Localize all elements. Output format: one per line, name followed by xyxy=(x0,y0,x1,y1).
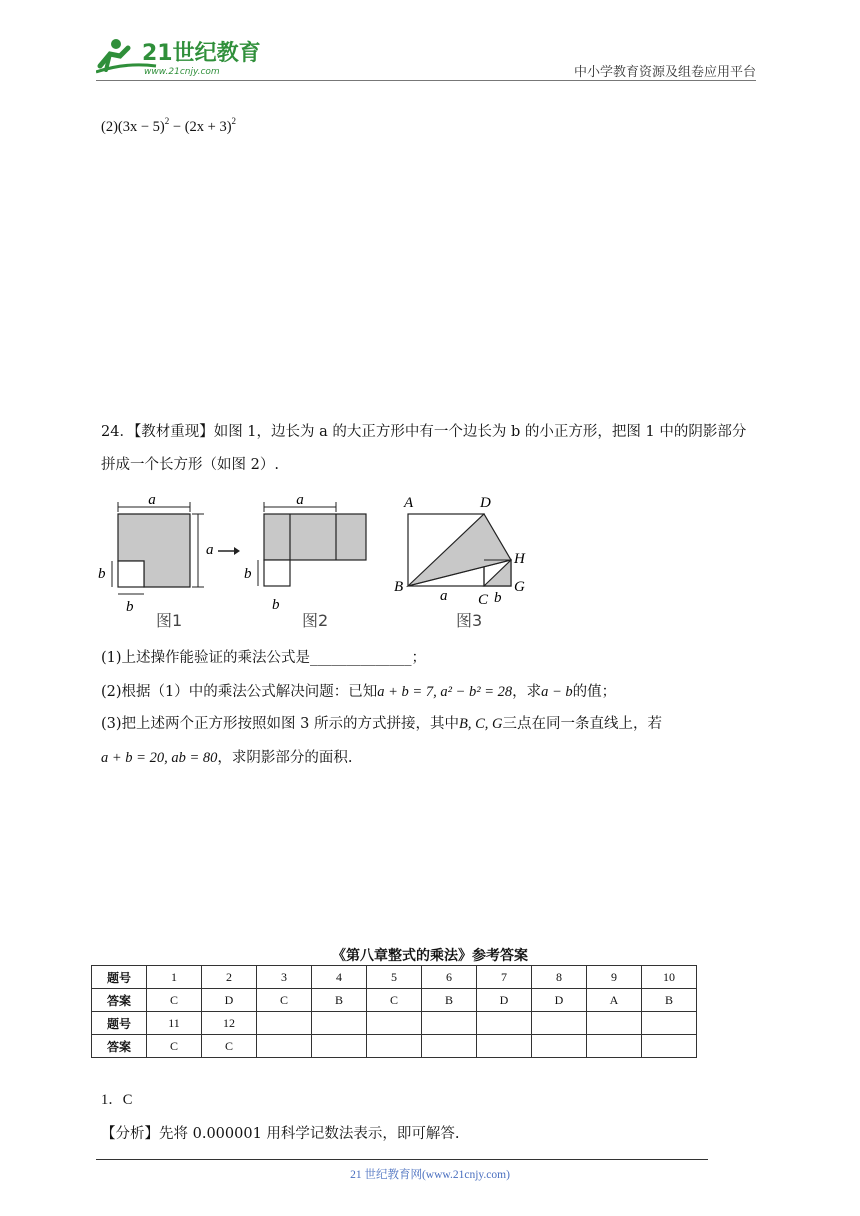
part-label: (2) xyxy=(101,119,118,135)
q24-sub2 xyxy=(101,682,616,702)
fig1-label-a-right: a xyxy=(206,542,214,558)
table-cell: C xyxy=(202,1035,257,1058)
table-cell: C xyxy=(257,989,312,1012)
table-cell xyxy=(532,1012,587,1035)
figure-1 xyxy=(98,492,214,630)
header-platform-text: 中小学教育资源及组卷应用平台 xyxy=(573,65,756,80)
table-cell: D xyxy=(202,989,257,1012)
fig3-pt-C: C xyxy=(478,592,489,608)
table-cell xyxy=(642,1012,697,1035)
table-cell xyxy=(422,1012,477,1035)
question-part-2 xyxy=(101,111,236,137)
fig3-pt-B: B xyxy=(394,579,404,595)
logo-text: 21世纪教育 xyxy=(142,41,261,66)
exp-2: 2 xyxy=(231,116,237,126)
table-cell xyxy=(312,1035,367,1058)
table-cell: 11 xyxy=(147,1012,202,1035)
table-cell: B xyxy=(312,989,367,1012)
table-cell xyxy=(587,1012,642,1035)
table-row-answers-1 xyxy=(92,989,697,1012)
sub2-equation: a + b = 7, a² − b² = 28 xyxy=(377,684,513,700)
table-cell: 5 xyxy=(367,966,422,989)
figure-2 xyxy=(244,492,366,630)
q24-sub3-line2 xyxy=(101,748,352,768)
fig2-rectangle xyxy=(264,514,366,560)
table-cell: B xyxy=(422,989,477,1012)
fig3-pt-D: D xyxy=(480,495,491,511)
sub2-ask-expr: a − b xyxy=(541,684,573,700)
answers-title: 《第八章整式的乘法》参考答案 xyxy=(332,948,528,964)
sub3-end: ，求阴影部分的面积. xyxy=(217,750,353,766)
table-cell: 9 xyxy=(587,966,642,989)
table-cell xyxy=(367,1035,422,1058)
table-cell xyxy=(587,1035,642,1058)
fig2-small-square xyxy=(264,560,290,586)
fig2-caption: 图2 xyxy=(302,611,329,630)
fig1-caption: 图1 xyxy=(156,611,183,630)
table-cell xyxy=(477,1035,532,1058)
table-cell: D xyxy=(477,989,532,1012)
fig3-pt-H: H xyxy=(514,551,525,567)
fig2-label-b-bottom: b xyxy=(272,597,280,613)
table-cell xyxy=(422,1035,477,1058)
table-cell: C xyxy=(147,989,202,1012)
table-row-answers-2 xyxy=(92,1035,697,1058)
table-cell xyxy=(257,1035,312,1058)
sub3-points: B, C, G xyxy=(458,716,503,732)
table-row-label: 答案 xyxy=(92,1035,147,1058)
expr-2: (2x + 3) xyxy=(184,119,232,135)
fig1-label-b-left: b xyxy=(98,566,106,582)
table-cell: 2 xyxy=(202,966,257,989)
answers-table xyxy=(91,965,697,1058)
table-cell: 10 xyxy=(642,966,697,989)
fig2-label-a: a xyxy=(296,492,304,508)
table-cell: C xyxy=(367,989,422,1012)
table-row-label: 答案 xyxy=(92,989,147,1012)
table-cell: 3 xyxy=(257,966,312,989)
header-divider xyxy=(96,80,756,81)
fig3-label-b: b xyxy=(494,590,502,606)
table-cell: B xyxy=(642,989,697,1012)
footer-divider xyxy=(96,1159,708,1160)
fig3-pt-A: A xyxy=(404,495,414,511)
table-cell xyxy=(367,1012,422,1035)
sub3-text-post: 三点在同一条直线上，若 xyxy=(502,716,662,732)
fig1-small-square xyxy=(118,561,144,587)
site-logo xyxy=(96,36,266,80)
figure-3 xyxy=(394,495,526,630)
table-cell xyxy=(257,1012,312,1035)
table-cell: 12 xyxy=(202,1012,257,1035)
table-row-label: 题号 xyxy=(92,1012,147,1035)
table-cell: 4 xyxy=(312,966,367,989)
fig2-label-b-left: b xyxy=(244,566,252,582)
exp-1: 2 xyxy=(164,116,170,126)
solution-line1: 1．C xyxy=(101,1092,133,1108)
minus-sign: − xyxy=(169,119,185,135)
table-cell: 8 xyxy=(532,966,587,989)
fig1-label-a-top: a xyxy=(148,492,156,508)
fig1-label-b-bottom: b xyxy=(126,599,134,615)
figures-panel xyxy=(94,490,534,630)
fig3-pt-G: G xyxy=(514,579,525,595)
q24-line1: 24．【教材重现】如图 1，边长为 a 的大正方形中有一个边长为 b 的小正方形，把图 1 中的阴影部分 xyxy=(101,424,747,440)
sub2-ask-text: ，求 xyxy=(512,684,542,700)
expr-1: (3x − 5) xyxy=(117,119,165,135)
sub2-end: 的值； xyxy=(572,684,617,700)
logo-url: www.21cnjy.com xyxy=(144,67,220,77)
table-cell xyxy=(532,1035,587,1058)
table-row-numbers-1 xyxy=(92,966,697,989)
table-cell: 7 xyxy=(477,966,532,989)
table-cell: C xyxy=(147,1035,202,1058)
q24-sub1: (1)上述操作能验证的乘法公式是______________； xyxy=(101,650,427,666)
table-cell: A xyxy=(587,989,642,1012)
table-cell: 1 xyxy=(147,966,202,989)
sub3-text: (3)把上述两个正方形按照如图 3 所示的方式拼接，其中 xyxy=(101,716,459,732)
fig3-caption: 图3 xyxy=(456,611,483,630)
sub2-text: (2)根据（1）中的乘法公式解决问题：已知 xyxy=(101,684,378,700)
table-cell xyxy=(312,1012,367,1035)
table-cell xyxy=(477,1012,532,1035)
q24-sub3-line1 xyxy=(101,714,662,734)
sub3-equation: a + b = 20, ab = 80 xyxy=(101,750,218,766)
table-cell xyxy=(642,1035,697,1058)
footer-text: 21 世纪教育网(www.21cnjy.com) xyxy=(350,1169,510,1181)
solution-line2: 【分析】先将 0.000001 用科学记数法表示，即可解答. xyxy=(101,1126,460,1142)
fig3-label-a: a xyxy=(440,588,448,604)
table-cell: D xyxy=(532,989,587,1012)
table-row-numbers-2 xyxy=(92,1012,697,1035)
q24-line2: 拼成一个长方形（如图 2）. xyxy=(101,457,279,473)
arrow-icon xyxy=(218,547,240,555)
table-cell: 6 xyxy=(422,966,477,989)
table-row-label: 题号 xyxy=(92,966,147,989)
